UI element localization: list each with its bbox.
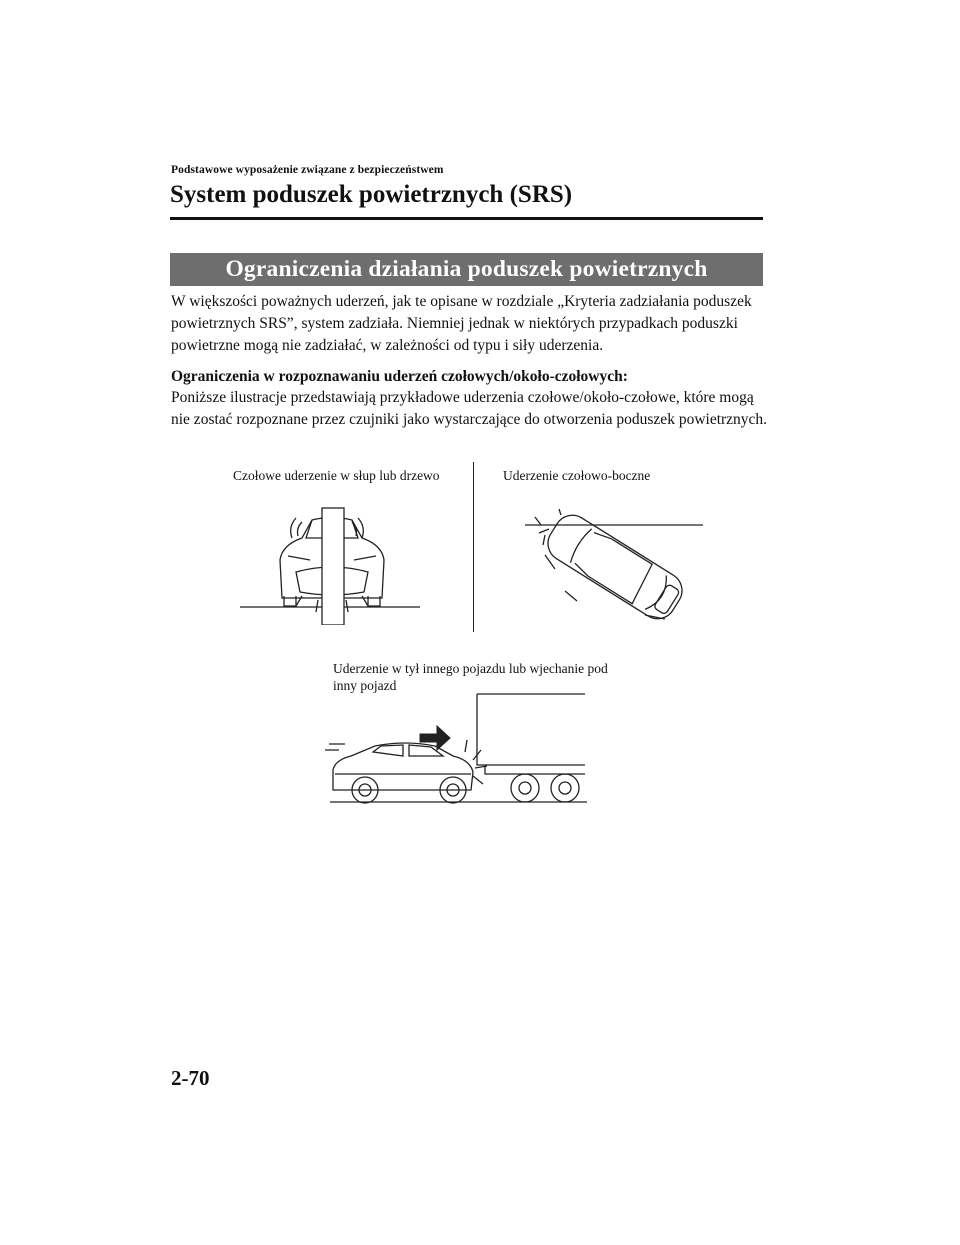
topic-banner: Ograniczenia działania poduszek powietrznych [170,253,763,286]
section-title: System poduszek powietrznych (SRS) [170,181,573,208]
subheading: Ograniczenia w rozpoznawaniu uderzeń czołowych/około-czołowych: [171,368,628,385]
underride-illustration [325,690,590,810]
intro-paragraph: W większości poważnych uderzeń, jak te opisane w rozdziale „Kryteria zadziałania poduszek powietrznych SRS”, system zadziała. Niemniej jednak w niektórych przypadkach poduszki powietrzne mogą nie zadziałać, w zależności od typu i siły uderzenia. [171,293,752,354]
figure-divider [473,462,474,632]
underride-caption: Uderzenie w tył innego pojazdu lub wjechanie pod inny pojazd [333,661,608,693]
page-number: 2-70 [171,1066,210,1090]
title-rule [170,217,763,220]
body-paragraph: Poniższe ilustracje przedstawiają przykładowe uderzenia czołowe/około-czołowe, które mogą nie zostać rozpoznane przez czujniki jako wystarczające do otworzenia poduszek powietrznych. [171,389,768,428]
pole-impact-illustration [240,500,425,625]
pole-impact-caption: Czołowe uderzenie w słup lub drzewo [233,468,440,483]
oblique-impact-illustration [525,505,715,625]
oblique-impact-caption: Uderzenie czołowo-boczne [503,468,651,483]
breadcrumb: Podstawowe wyposażenie związane z bezpieczeństwem [171,164,444,176]
